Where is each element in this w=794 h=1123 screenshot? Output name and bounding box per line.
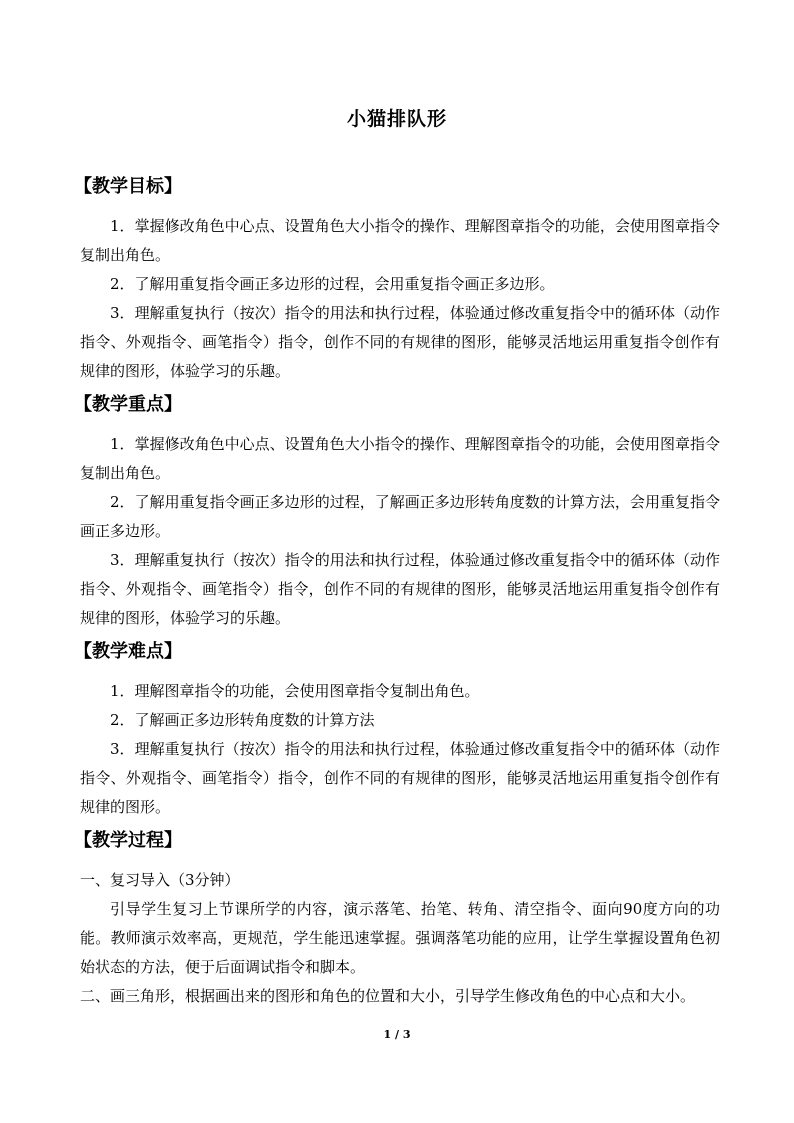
page-number: 1 / 3	[383, 1028, 411, 1041]
objective-item-1: 1．掌握修改角色中心点、设置角色大小指令的操作、理解图章指令的功能，会使用图章指令复制出角色。	[80, 217, 720, 264]
key-point-item-2: 2．了解用重复指令画正多边形的过程，了解画正多边形转角度数的计算方法，会用重复指令画正多边形。	[80, 493, 720, 540]
process-step-1-title: 一、复习导入（3分钟）	[80, 871, 240, 889]
difficulty-item-2: 2．了解画正多边形转角度数的计算方法	[110, 711, 375, 729]
difficulty-item-3: 3．理解重复执行（按次）指令的用法和执行过程，体验通过修改重复指令中的循环体（动作指令、外观指令、画笔指令）指令，创作不同的有规律的图形，能够灵活地运用重复指令创作有规律的图形。	[80, 740, 720, 816]
section-heading-objectives: 【教学目标】	[74, 176, 182, 197]
process-step-2-title: 二、画三角形，根据画出来的图形和角色的位置和大小，引导学生修改角色的中心点和大小。	[80, 987, 696, 1005]
key-point-item-3: 3．理解重复执行（按次）指令的用法和执行过程，体验通过修改重复指令中的循环体（动作指令、外观指令、画笔指令）指令，创作不同的有规律的图形，能够灵活地运用重复指令创作有规律的图形，体验学习的乐趣。	[80, 551, 720, 627]
process-step-1-body: 引导学生复习上节课所学的内容，演示落笔、抬笔、转角、清空指令、面向90度方向的功能。教师演示效率高，更规范，学生能迅速掌握。强调落笔功能的应用，让学生掌握设置角色初始状态的方法，便于后面调试指令和脚本。	[80, 900, 720, 976]
document-body	[74, 172, 720, 1011]
objective-item-2: 2．了解用重复指令画正多边形的过程，会用重复指令画正多边形。	[110, 275, 555, 293]
difficulty-item-1: 1．理解图章指令的功能，会使用图章指令复制出角色。	[110, 682, 480, 700]
section-heading-process: 【教学过程】	[74, 830, 182, 851]
document-title: 小猫排队形	[346, 108, 447, 130]
key-point-item-1: 1．掌握修改角色中心点、设置角色大小指令的操作、理解图章指令的功能，会使用图章指令复制出角色。	[80, 435, 720, 482]
section-heading-difficulties: 【教学难点】	[74, 641, 182, 662]
objective-item-3: 3．理解重复执行（按次）指令的用法和执行过程，体验通过修改重复指令中的循环体（动作指令、外观指令、画笔指令）指令，创作不同的有规律的图形，能够灵活地运用重复指令创作有规律的图形，体验学习的乐趣。	[80, 304, 720, 380]
section-heading-key-points: 【教学重点】	[74, 394, 182, 415]
